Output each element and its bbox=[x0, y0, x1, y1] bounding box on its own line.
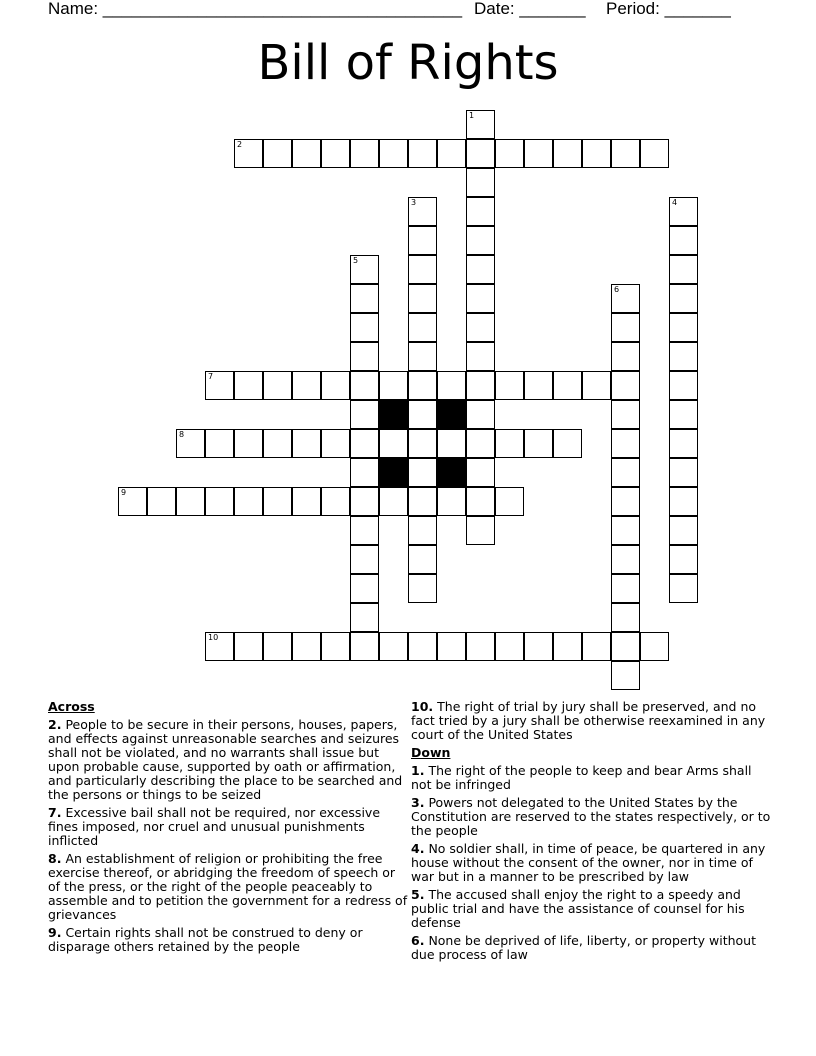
grid-cell[interactable] bbox=[611, 139, 640, 168]
grid-cell[interactable] bbox=[611, 371, 640, 400]
clue-number: 9. bbox=[48, 925, 62, 940]
cell-number: 3 bbox=[411, 198, 417, 207]
grid-cell[interactable] bbox=[408, 226, 437, 255]
clue-text: The right of trial by jury shall be preserved, and no fact tried by a jury shall be otherwise reexamined in any court of the United States bbox=[411, 699, 766, 742]
grid-cell[interactable] bbox=[524, 632, 553, 661]
clue-number: 3. bbox=[411, 795, 425, 810]
grid-cell[interactable] bbox=[466, 458, 495, 487]
clue-text: An establishment of religion or prohibiting the free exercise thereof, or abridging the freedom of speech or of the press, or the right of the people peaceably to assemble and to petition the government for a redress of grievances bbox=[48, 851, 408, 922]
grid-cell[interactable] bbox=[234, 487, 263, 516]
grid-cell[interactable] bbox=[466, 284, 495, 313]
grid-cell[interactable] bbox=[408, 400, 437, 429]
grid-cell[interactable] bbox=[263, 487, 292, 516]
clue-number: 6. bbox=[411, 933, 425, 948]
grid-cell[interactable] bbox=[408, 284, 437, 313]
period-field-label: Period: _______ bbox=[606, 0, 731, 18]
grid-cell[interactable] bbox=[553, 429, 582, 458]
grid-cell[interactable] bbox=[466, 371, 495, 400]
grid-cell[interactable] bbox=[321, 429, 350, 458]
grid-cell[interactable] bbox=[495, 371, 524, 400]
down-clue bbox=[411, 764, 771, 792]
grid-cell[interactable] bbox=[437, 487, 466, 516]
grid-cell[interactable] bbox=[611, 545, 640, 574]
grid-cell[interactable] bbox=[350, 487, 379, 516]
grid-cell[interactable] bbox=[437, 139, 466, 168]
clue-text: Excessive bail shall not be required, nor excessive fines imposed, nor cruel and unusual punishments inflicted bbox=[48, 805, 381, 848]
grid-cell[interactable] bbox=[611, 313, 640, 342]
grid-cell[interactable] bbox=[350, 342, 379, 371]
clue-number: 8. bbox=[48, 851, 62, 866]
grid-cell[interactable] bbox=[350, 574, 379, 603]
clue-number: 10. bbox=[411, 699, 434, 714]
down-clue bbox=[411, 842, 771, 884]
grid-cell[interactable] bbox=[292, 487, 321, 516]
grid-cell[interactable] bbox=[553, 139, 582, 168]
grid-cell[interactable] bbox=[669, 545, 698, 574]
grid-cell[interactable] bbox=[466, 255, 495, 284]
grid-cell[interactable] bbox=[321, 139, 350, 168]
clue-number: 7. bbox=[48, 805, 62, 820]
grid-cell[interactable] bbox=[408, 429, 437, 458]
grid-cell[interactable] bbox=[176, 487, 205, 516]
down-clue bbox=[411, 796, 771, 838]
grid-cell[interactable] bbox=[466, 487, 495, 516]
grid-cell[interactable] bbox=[582, 139, 611, 168]
grid-cell[interactable] bbox=[379, 429, 408, 458]
grid-cell[interactable] bbox=[495, 429, 524, 458]
clue-text: Powers not delegated to the United States by the Constitution are reserved to the states respectively, or to the people bbox=[411, 795, 771, 838]
clue-text: No soldier shall, in time of peace, be quartered in any house without the consent of the owner, nor in time of war but in a manner to be prescribed by law bbox=[411, 841, 766, 884]
grid-cell[interactable] bbox=[350, 400, 379, 429]
grid-cell[interactable] bbox=[205, 632, 234, 661]
grid-cell[interactable] bbox=[118, 487, 147, 516]
grid-cell[interactable] bbox=[582, 632, 611, 661]
grid-cell[interactable] bbox=[640, 632, 669, 661]
grid-cell[interactable] bbox=[669, 429, 698, 458]
grid-cell[interactable] bbox=[611, 458, 640, 487]
across-clue bbox=[48, 718, 408, 802]
across-clue bbox=[48, 926, 408, 954]
grid-cell[interactable] bbox=[437, 632, 466, 661]
clue-text: People to be secure in their persons, houses, papers, and effects against unreasonable searches and seizures shall not be violated, and no warrants shall issue but upon probable cause, supported by oath or affirmation, and particularly describing the place to be searched and the persons or things to be seized bbox=[48, 717, 403, 802]
grid-cell[interactable] bbox=[466, 313, 495, 342]
clue-text: The accused shall enjoy the right to a speedy and public trial and have the assistance of counsel for his defense bbox=[411, 887, 745, 930]
grid-cell[interactable] bbox=[669, 400, 698, 429]
grid-cell[interactable] bbox=[611, 284, 640, 313]
grid-cell[interactable] bbox=[408, 313, 437, 342]
down-heading: Down bbox=[411, 745, 451, 760]
across-clue bbox=[48, 806, 408, 848]
grid-cell[interactable] bbox=[553, 371, 582, 400]
grid-block bbox=[379, 458, 408, 487]
grid-cell[interactable] bbox=[292, 139, 321, 168]
grid-cell[interactable] bbox=[640, 139, 669, 168]
grid-cell[interactable] bbox=[437, 429, 466, 458]
down-clue bbox=[411, 888, 771, 930]
grid-cell[interactable] bbox=[611, 574, 640, 603]
grid-cell[interactable] bbox=[408, 574, 437, 603]
grid-cell[interactable] bbox=[437, 371, 466, 400]
grid-cell[interactable] bbox=[205, 371, 234, 400]
grid-cell[interactable] bbox=[669, 313, 698, 342]
grid-cell[interactable] bbox=[379, 632, 408, 661]
grid-cell[interactable] bbox=[611, 516, 640, 545]
cell-number: 9 bbox=[121, 488, 127, 497]
cell-number: 8 bbox=[179, 430, 185, 439]
grid-cell[interactable] bbox=[350, 313, 379, 342]
grid-cell[interactable] bbox=[408, 458, 437, 487]
name-field-label: Name: ______________________________________ bbox=[48, 0, 463, 18]
grid-cell[interactable] bbox=[350, 458, 379, 487]
grid-cell[interactable] bbox=[147, 487, 176, 516]
grid-cell[interactable] bbox=[611, 632, 640, 661]
grid-cell[interactable] bbox=[350, 632, 379, 661]
grid-cell[interactable] bbox=[524, 429, 553, 458]
cell-number: 4 bbox=[672, 198, 678, 207]
grid-cell[interactable] bbox=[669, 226, 698, 255]
grid-cell[interactable] bbox=[408, 632, 437, 661]
grid-cell[interactable] bbox=[669, 458, 698, 487]
grid-cell[interactable] bbox=[408, 516, 437, 545]
grid-cell[interactable] bbox=[669, 255, 698, 284]
grid-cell[interactable] bbox=[524, 139, 553, 168]
grid-cell[interactable] bbox=[321, 487, 350, 516]
grid-cell[interactable] bbox=[292, 371, 321, 400]
grid-cell[interactable] bbox=[379, 487, 408, 516]
clue-number: 2. bbox=[48, 717, 62, 732]
grid-cell[interactable] bbox=[466, 342, 495, 371]
grid-cell[interactable] bbox=[263, 139, 292, 168]
grid-cell[interactable] bbox=[495, 632, 524, 661]
grid-cell[interactable] bbox=[553, 632, 582, 661]
grid-cell[interactable] bbox=[292, 429, 321, 458]
cell-number: 6 bbox=[614, 285, 620, 294]
grid-cell[interactable] bbox=[408, 255, 437, 284]
grid-block bbox=[437, 458, 466, 487]
grid-cell[interactable] bbox=[408, 545, 437, 574]
grid-cell[interactable] bbox=[611, 342, 640, 371]
clues-column-right bbox=[411, 700, 771, 966]
grid-cell[interactable] bbox=[495, 139, 524, 168]
clue-number: 4. bbox=[411, 841, 425, 856]
grid-cell[interactable] bbox=[611, 661, 640, 690]
grid-cell[interactable] bbox=[611, 487, 640, 516]
clue-number: 1. bbox=[411, 763, 425, 778]
grid-cell[interactable] bbox=[205, 487, 234, 516]
across-clue bbox=[48, 852, 408, 922]
grid-cell[interactable] bbox=[379, 139, 408, 168]
cell-number: 1 bbox=[469, 111, 475, 120]
grid-cell[interactable] bbox=[466, 168, 495, 197]
grid-cell[interactable] bbox=[292, 632, 321, 661]
grid-cell[interactable] bbox=[234, 139, 263, 168]
grid-cell[interactable] bbox=[350, 139, 379, 168]
grid-cell[interactable] bbox=[263, 371, 292, 400]
grid-cell[interactable] bbox=[466, 139, 495, 168]
grid-cell[interactable] bbox=[234, 371, 263, 400]
across-heading: Across bbox=[48, 699, 95, 714]
grid-cell[interactable] bbox=[350, 516, 379, 545]
grid-cell[interactable] bbox=[350, 284, 379, 313]
date-field-label: Date: _______ bbox=[474, 0, 586, 18]
clue-text: The right of the people to keep and bear Arms shall not be infringed bbox=[411, 763, 752, 792]
grid-cell[interactable] bbox=[669, 487, 698, 516]
grid-cell[interactable] bbox=[350, 603, 379, 632]
grid-cell[interactable] bbox=[669, 371, 698, 400]
grid-cell[interactable] bbox=[669, 197, 698, 226]
grid-cell[interactable] bbox=[408, 197, 437, 226]
grid-cell[interactable] bbox=[234, 632, 263, 661]
across-clue bbox=[411, 700, 771, 742]
grid-cell[interactable] bbox=[611, 603, 640, 632]
grid-cell[interactable] bbox=[408, 487, 437, 516]
grid-cell[interactable] bbox=[466, 516, 495, 545]
grid-cell[interactable] bbox=[408, 371, 437, 400]
grid-cell[interactable] bbox=[408, 139, 437, 168]
grid-cell[interactable] bbox=[234, 429, 263, 458]
grid-cell[interactable] bbox=[582, 371, 611, 400]
grid-block bbox=[379, 400, 408, 429]
grid-cell[interactable] bbox=[495, 487, 524, 516]
grid-cell[interactable] bbox=[379, 371, 408, 400]
clue-text: None be deprived of life, liberty, or property without due process of law bbox=[411, 933, 756, 962]
clues-column-left bbox=[48, 700, 408, 958]
grid-cell[interactable] bbox=[466, 632, 495, 661]
cell-number: 7 bbox=[208, 372, 214, 381]
down-clue bbox=[411, 934, 771, 962]
grid-cell[interactable] bbox=[466, 429, 495, 458]
grid-cell[interactable] bbox=[263, 429, 292, 458]
grid-cell[interactable] bbox=[669, 574, 698, 603]
grid-cell[interactable] bbox=[321, 371, 350, 400]
grid-cell[interactable] bbox=[669, 516, 698, 545]
grid-cell[interactable] bbox=[263, 632, 292, 661]
grid-cell[interactable] bbox=[669, 342, 698, 371]
grid-cell[interactable] bbox=[466, 197, 495, 226]
grid-cell[interactable] bbox=[669, 284, 698, 313]
page-title: Bill of Rights bbox=[257, 35, 559, 91]
grid-block bbox=[437, 400, 466, 429]
grid-cell[interactable] bbox=[350, 429, 379, 458]
cell-number: 10 bbox=[208, 633, 219, 642]
grid-cell[interactable] bbox=[611, 400, 640, 429]
grid-cell[interactable] bbox=[466, 400, 495, 429]
clue-number: 5. bbox=[411, 887, 425, 902]
grid-cell[interactable] bbox=[466, 226, 495, 255]
grid-cell[interactable] bbox=[350, 545, 379, 574]
cell-number: 5 bbox=[353, 256, 359, 265]
grid-cell[interactable] bbox=[466, 110, 495, 139]
grid-cell[interactable] bbox=[611, 429, 640, 458]
grid-cell[interactable] bbox=[350, 255, 379, 284]
grid-cell[interactable] bbox=[176, 429, 205, 458]
grid-cell[interactable] bbox=[408, 342, 437, 371]
grid-cell[interactable] bbox=[350, 371, 379, 400]
grid-cell[interactable] bbox=[524, 371, 553, 400]
cell-number: 2 bbox=[237, 140, 243, 149]
grid-cell[interactable] bbox=[321, 632, 350, 661]
clue-text: Certain rights shall not be construed to deny or disparage others retained by the people bbox=[48, 925, 363, 954]
grid-cell[interactable] bbox=[205, 429, 234, 458]
